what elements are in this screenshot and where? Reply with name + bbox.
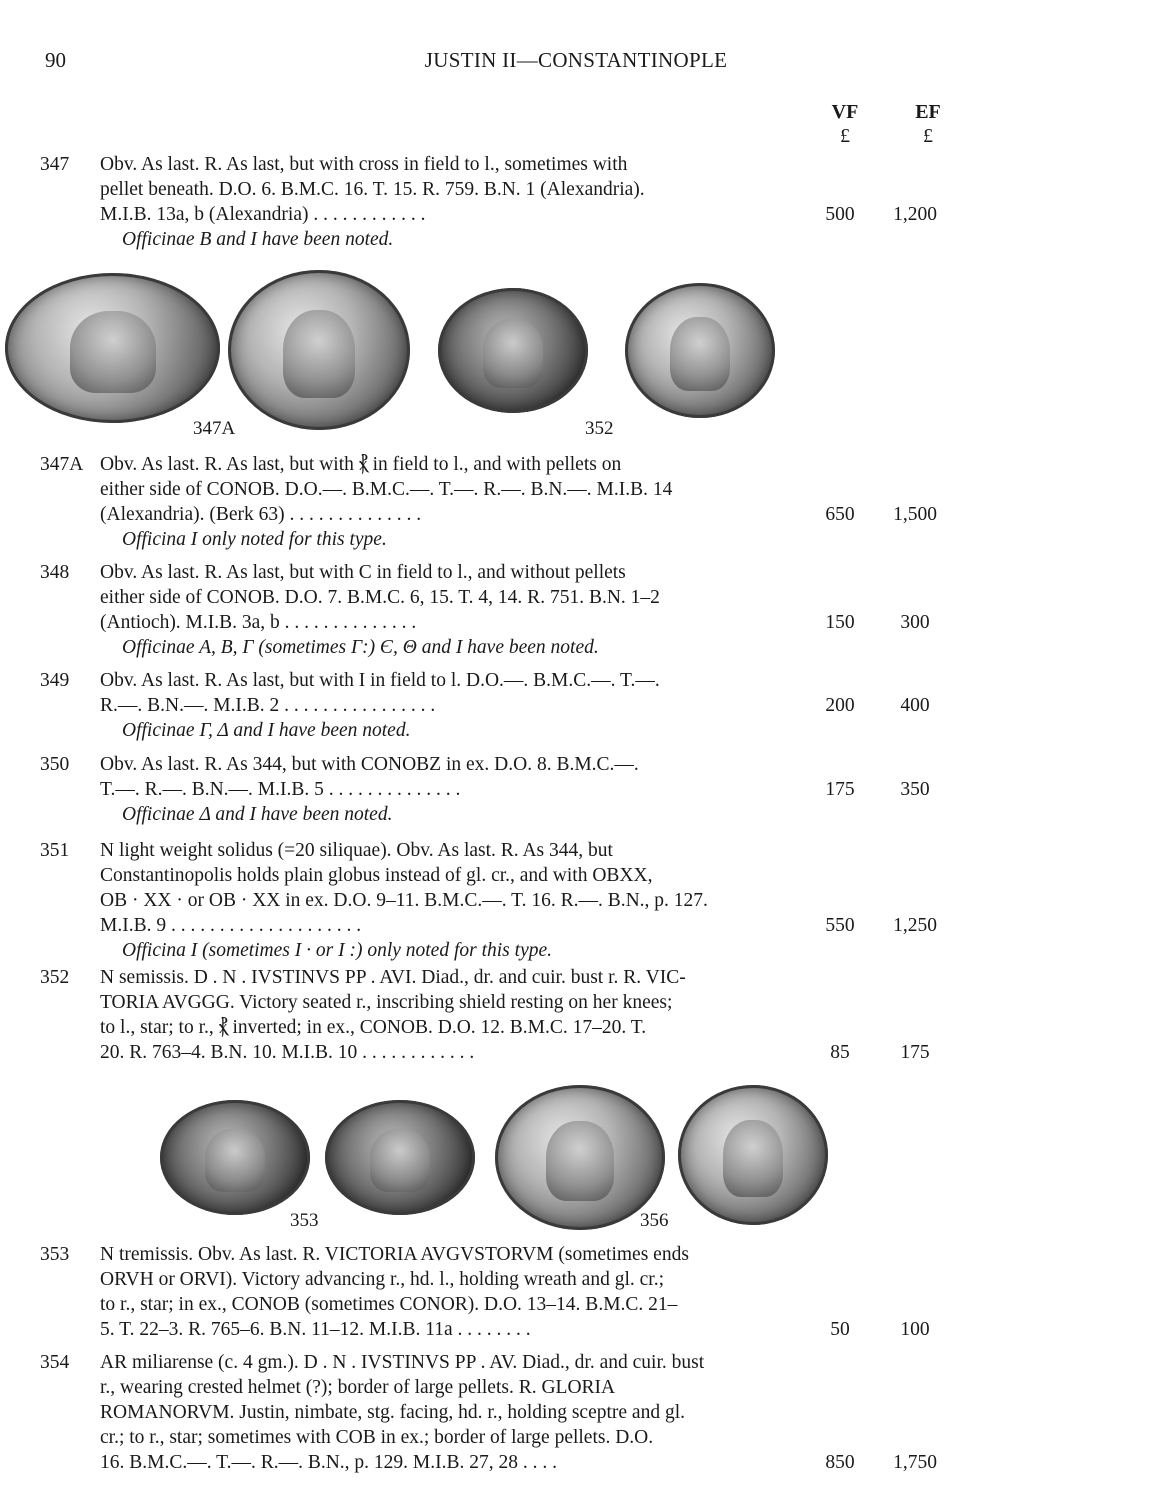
column-header-ef [898, 100, 958, 148]
entry-line: to l., star; to r., ⳩ inverted; in ex., CONOB. D.O. 12. B.M.C. 17–20. T. [100, 1017, 647, 1038]
entry-line: T.—. R.—. B.N.—. M.I.B. 5 . . . . . . . . . . . . . . [100, 779, 461, 800]
entry-number: 353 [40, 1244, 70, 1265]
coin-image-356-obverse [495, 1085, 665, 1230]
price-vf: 650 [825, 504, 855, 525]
entry-line: Obv. As last. R. As last, but with ⳩ in field to l., and with pellets on [100, 454, 622, 475]
entry-description [100, 452, 770, 552]
entry-line: Obv. As last. R. As 344, but with CONOBZ in ex. D.O. 8. B.M.C.—. [100, 754, 639, 775]
coin-plate-1 [0, 268, 1152, 448]
coin-image-347a-obverse [5, 273, 220, 423]
entry-line: Obv. As last. R. As last, but with cross in field to l., sometimes with [100, 154, 628, 175]
entry-line: 20. R. 763–4. B.N. 10. M.I.B. 10 . . . . . . . . . . . . [100, 1042, 475, 1063]
entry-number: 352 [40, 967, 70, 988]
price-vf: 85 [830, 1042, 850, 1063]
entry-line: cr.; to r., star; sometimes with COB in ex.; border of large pellets. D.O. [100, 1427, 654, 1448]
entry-number: 351 [40, 840, 70, 861]
entry-number: 349 [40, 670, 70, 691]
entry-description [100, 668, 770, 743]
entry-line: (Alexandria). (Berk 63) . . . . . . . . . . . . . . [100, 504, 422, 525]
price-ef: 1,250 [893, 915, 937, 936]
column-header-vf [815, 100, 875, 148]
entry-line: pellet beneath. D.O. 6. B.M.C. 16. T. 15. R. 759. B.N. 1 (Alexandria). [100, 179, 645, 200]
entry-number: 348 [40, 562, 70, 583]
plate-caption: 356 [640, 1210, 669, 1231]
entry-note: Officinae Δ and I have been noted. [122, 804, 393, 825]
coin-bust-icon [70, 311, 156, 394]
entry-description [100, 1350, 770, 1475]
coin-plate-2 [0, 1080, 1152, 1240]
price-vf: 850 [825, 1452, 855, 1473]
price-ef: 175 [900, 1042, 930, 1063]
price-vf: 175 [825, 779, 855, 800]
entry-line: R.—. B.N.—. M.I.B. 2 . . . . . . . . . . . . . . . . [100, 695, 436, 716]
entry-line: AR miliarense (c. 4 gm.). D . N . IVSTINVS PP . AV. Diad., dr. and cuir. bust [100, 1352, 705, 1373]
entry-note: Officina I only noted for this type. [122, 529, 387, 550]
column-header-ef-label: EF [915, 101, 941, 123]
entry-line: M.I.B. 9 . . . . . . . . . . . . . . . . . . . . [100, 915, 362, 936]
entry-line: M.I.B. 13a, b (Alexandria) . . . . . . . . . . . . [100, 204, 426, 225]
entry-number: 347 [40, 154, 70, 175]
entry-number: 354 [40, 1352, 70, 1373]
entry-note: Officinae Γ, Δ and I have been noted. [122, 720, 411, 741]
price-vf: 200 [825, 695, 855, 716]
entry-line: r., wearing crested helmet (?); border of large pellets. R. GLORIA [100, 1377, 616, 1398]
entry-line: Constantinopolis holds plain globus instead of gl. cr., and with OBXX, [100, 865, 653, 886]
entry-description [100, 152, 770, 252]
price-ef: 1,750 [893, 1452, 937, 1473]
entry-line: ROMANORVM. Justin, nimbate, stg. facing, hd. r., holding sceptre and gl. [100, 1402, 686, 1423]
entry-line: TORIA AVGGG. Victory seated r., inscribing shield resting on her knees; [100, 992, 673, 1013]
price-ef: 1,200 [893, 204, 937, 225]
entry-line: N light weight solidus (=20 siliquae). Obv. As last. R. As 344, but [100, 840, 613, 861]
coin-image-353-reverse [325, 1100, 475, 1215]
price-vf: 500 [825, 204, 855, 225]
entry-number: 347A [40, 454, 84, 475]
coin-victory-icon [370, 1129, 430, 1192]
currency-ef: £ [923, 125, 933, 147]
entry-line: ORVH or ORVI). Victory advancing r., hd. l., holding wreath and gl. cr.; [100, 1269, 664, 1290]
entry-line: Obv. As last. R. As last, but with I in field to l. D.O.—. B.M.C.—. T.—. [100, 670, 660, 691]
entry-note: Officinae B and I have been noted. [122, 229, 394, 250]
entry-note: Officina I (sometimes I · or I :) only noted for this type. [122, 940, 552, 961]
price-vf: 150 [825, 612, 855, 633]
entry-line: (Antioch). M.I.B. 3a, b . . . . . . . . . . . . . . [100, 612, 417, 633]
coin-image-352-reverse [625, 283, 775, 418]
entry-description [100, 752, 770, 827]
entry-line: either side of CONOB. D.O.—. B.M.C.—. T.—. R.—. B.N.—. M.I.B. 14 [100, 479, 673, 500]
coin-image-347a-reverse [228, 270, 410, 430]
coin-bust-icon [483, 319, 543, 388]
entry-description [100, 965, 770, 1065]
coin-image-356-reverse [678, 1085, 828, 1225]
coin-victory-icon [283, 310, 356, 398]
entry-line: 16. B.M.C.—. T.—. R.—. B.N., p. 129. M.I.B. 27, 28 . . . . [100, 1452, 558, 1473]
plate-caption: 352 [585, 418, 614, 439]
column-header-vf-label: VF [831, 101, 859, 123]
price-ef: 300 [900, 612, 930, 633]
price-ef: 400 [900, 695, 930, 716]
coin-figure-icon [723, 1120, 783, 1197]
price-vf: 50 [830, 1319, 850, 1340]
price-ef: 1,500 [893, 504, 937, 525]
price-vf: 550 [825, 915, 855, 936]
price-ef: 100 [900, 1319, 930, 1340]
plate-caption: 353 [290, 1210, 319, 1231]
entry-description [100, 838, 770, 963]
entry-note: Officinae A, B, Γ (sometimes Γ:) Є, Θ and I have been noted. [122, 637, 599, 658]
price-ef: 350 [900, 779, 930, 800]
entry-line: OB · XX · or OB · XX in ex. D.O. 9–11. B.M.C.—. T. 16. R.—. B.N., p. 127. [100, 890, 708, 911]
currency-vf: £ [840, 125, 850, 147]
coin-bust-icon [205, 1129, 265, 1192]
plate-caption: 347A [193, 418, 236, 439]
coin-image-353-obverse [160, 1100, 310, 1215]
entry-description [100, 1242, 770, 1342]
entry-line: N tremissis. Obv. As last. R. VICTORIA AVGVSTORVM (sometimes ends [100, 1244, 689, 1265]
entry-line: either side of CONOB. D.O. 7. B.M.C. 6, 15. T. 4, 14. R. 751. B.N. 1–2 [100, 587, 660, 608]
coin-image-352-obverse [438, 288, 588, 413]
entry-line: Obv. As last. R. As last, but with C in field to l., and without pellets [100, 562, 626, 583]
page-title: JUSTIN II—CONSTANTINOPLE [424, 48, 728, 72]
entry-line: N semissis. D . N . IVSTINVS PP . AVI. Diad., dr. and cuir. bust r. R. VIC- [100, 967, 686, 988]
entry-number: 350 [40, 754, 70, 775]
entry-line: to r., star; in ex., CONOB (sometimes CONOR). D.O. 13–14. B.M.C. 21– [100, 1294, 678, 1315]
entry-line: 5. T. 22–3. R. 765–6. B.N. 11–12. M.I.B. 11a . . . . . . . . [100, 1319, 531, 1340]
coin-victory-icon [670, 317, 730, 391]
page-number: 90 [45, 48, 66, 72]
coin-bust-icon [546, 1121, 614, 1201]
entry-description [100, 560, 770, 660]
